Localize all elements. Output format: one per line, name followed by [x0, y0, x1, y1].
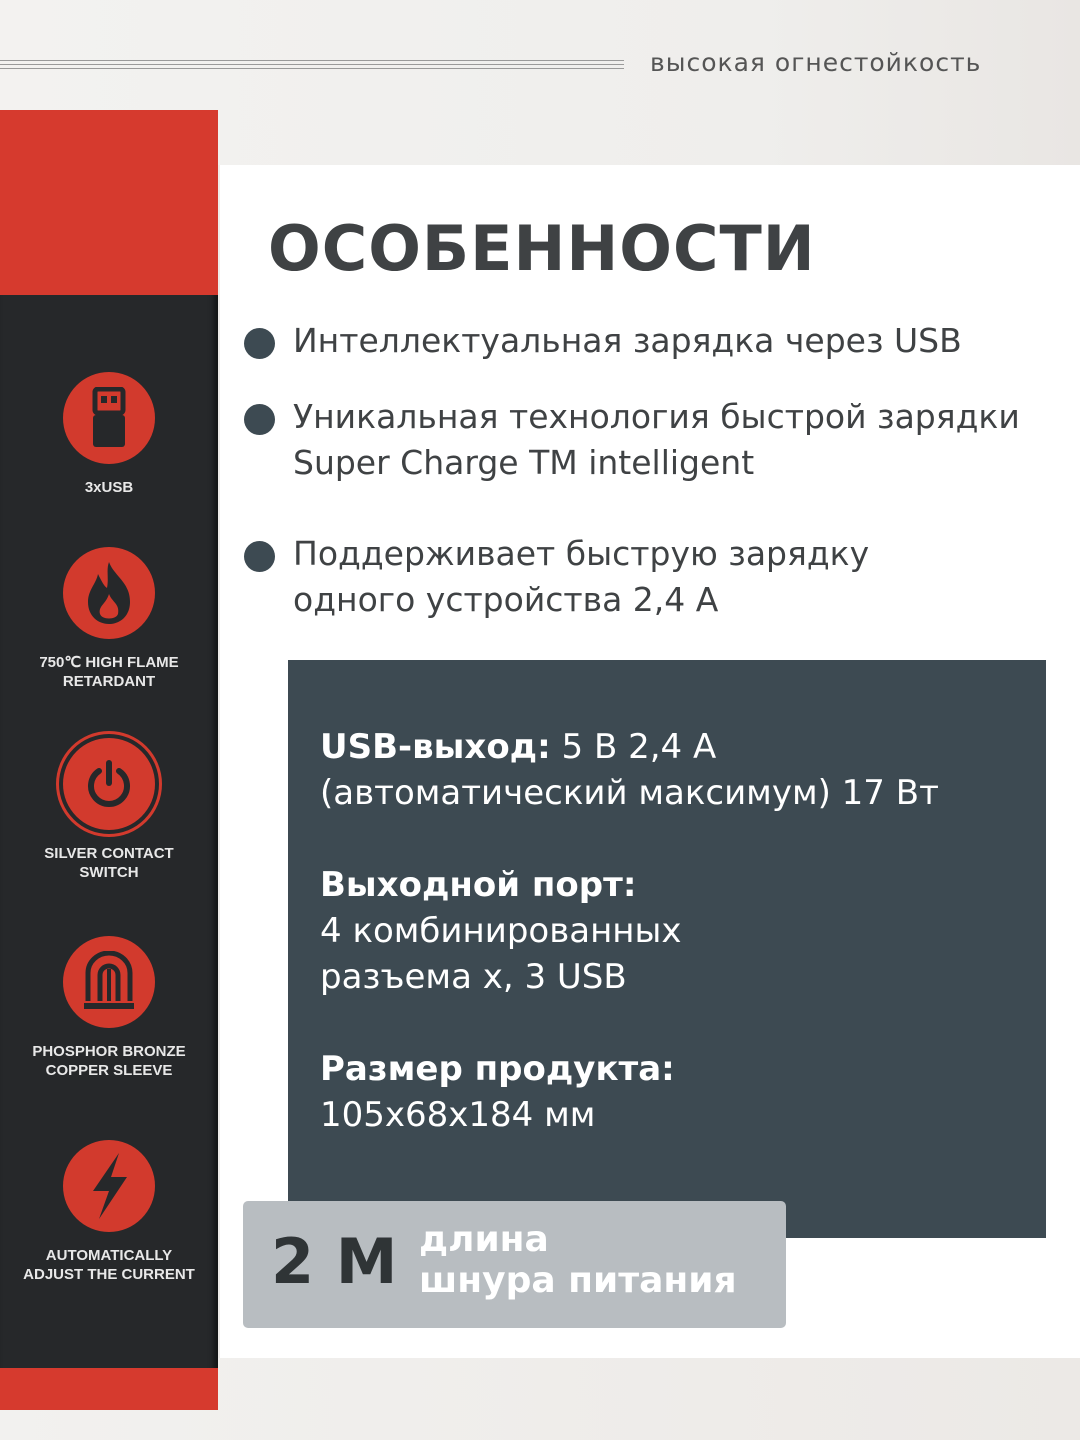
cord-length-badge — [243, 1201, 786, 1328]
feature-label: AUTOMATICALLY ADJUST THE CURRENT — [23, 1247, 195, 1283]
feature-label: PHOSPHOR BRONZE COPPER SLEEVE — [32, 1043, 186, 1079]
usb-icon — [63, 372, 155, 464]
feature-switch — [0, 738, 218, 882]
spec-label: Выходной порт: — [320, 865, 637, 905]
bullet-dot-icon — [244, 328, 275, 359]
spec-output-port — [320, 862, 1020, 1000]
list-item-text: Интеллектуальная зарядка через USB — [293, 321, 962, 360]
list-item-text: Поддерживает быструю зарядку одного устройства 2,4 А — [293, 534, 870, 619]
spec-label: USB-выход: — [320, 727, 551, 767]
feature-label: 750℃ HIGH FLAME RETARDANT — [39, 654, 179, 690]
feature-label: 3xUSB — [84, 479, 134, 496]
feature-usb — [0, 372, 218, 497]
feature-flame — [0, 547, 218, 691]
lightning-icon — [63, 1140, 155, 1232]
spec-label: Размер продукта: — [320, 1049, 675, 1089]
feature-current — [0, 1140, 218, 1284]
power-icon — [63, 738, 155, 830]
sleeve-icon — [63, 936, 155, 1028]
feature-sleeve — [0, 936, 218, 1080]
box-red-band-bottom — [0, 1368, 218, 1410]
box-red-band-top — [0, 110, 218, 295]
spec-value: 105х68х184 мм — [320, 1095, 596, 1135]
spec-usb-output — [320, 724, 1020, 816]
badge-caption: длина шнура питания — [419, 1219, 737, 1301]
flame-icon — [63, 547, 155, 639]
decorative-lines — [0, 60, 624, 72]
bullet-dot-icon — [244, 404, 275, 435]
specs-panel — [288, 660, 1046, 1238]
badge-value: 2 М — [271, 1225, 398, 1298]
feature-label: SILVER CONTACT SWITCH — [44, 845, 174, 881]
top-caption: высокая огнестойкость — [650, 48, 982, 77]
spec-product-size — [320, 1046, 1020, 1138]
spec-value: 4 комбинированных разъема х, 3 USB — [320, 911, 682, 997]
bullet-dot-icon — [244, 541, 275, 572]
spec-value: 5 В 2,4 А (автоматический максимум) 17 Вт — [320, 727, 939, 813]
page-title: ОСОБЕННОСТИ — [268, 212, 816, 285]
product-box-side — [0, 110, 218, 1410]
list-item-text: Уникальная технология быстрой зарядки Super Charge TM intelligent — [293, 397, 1020, 482]
